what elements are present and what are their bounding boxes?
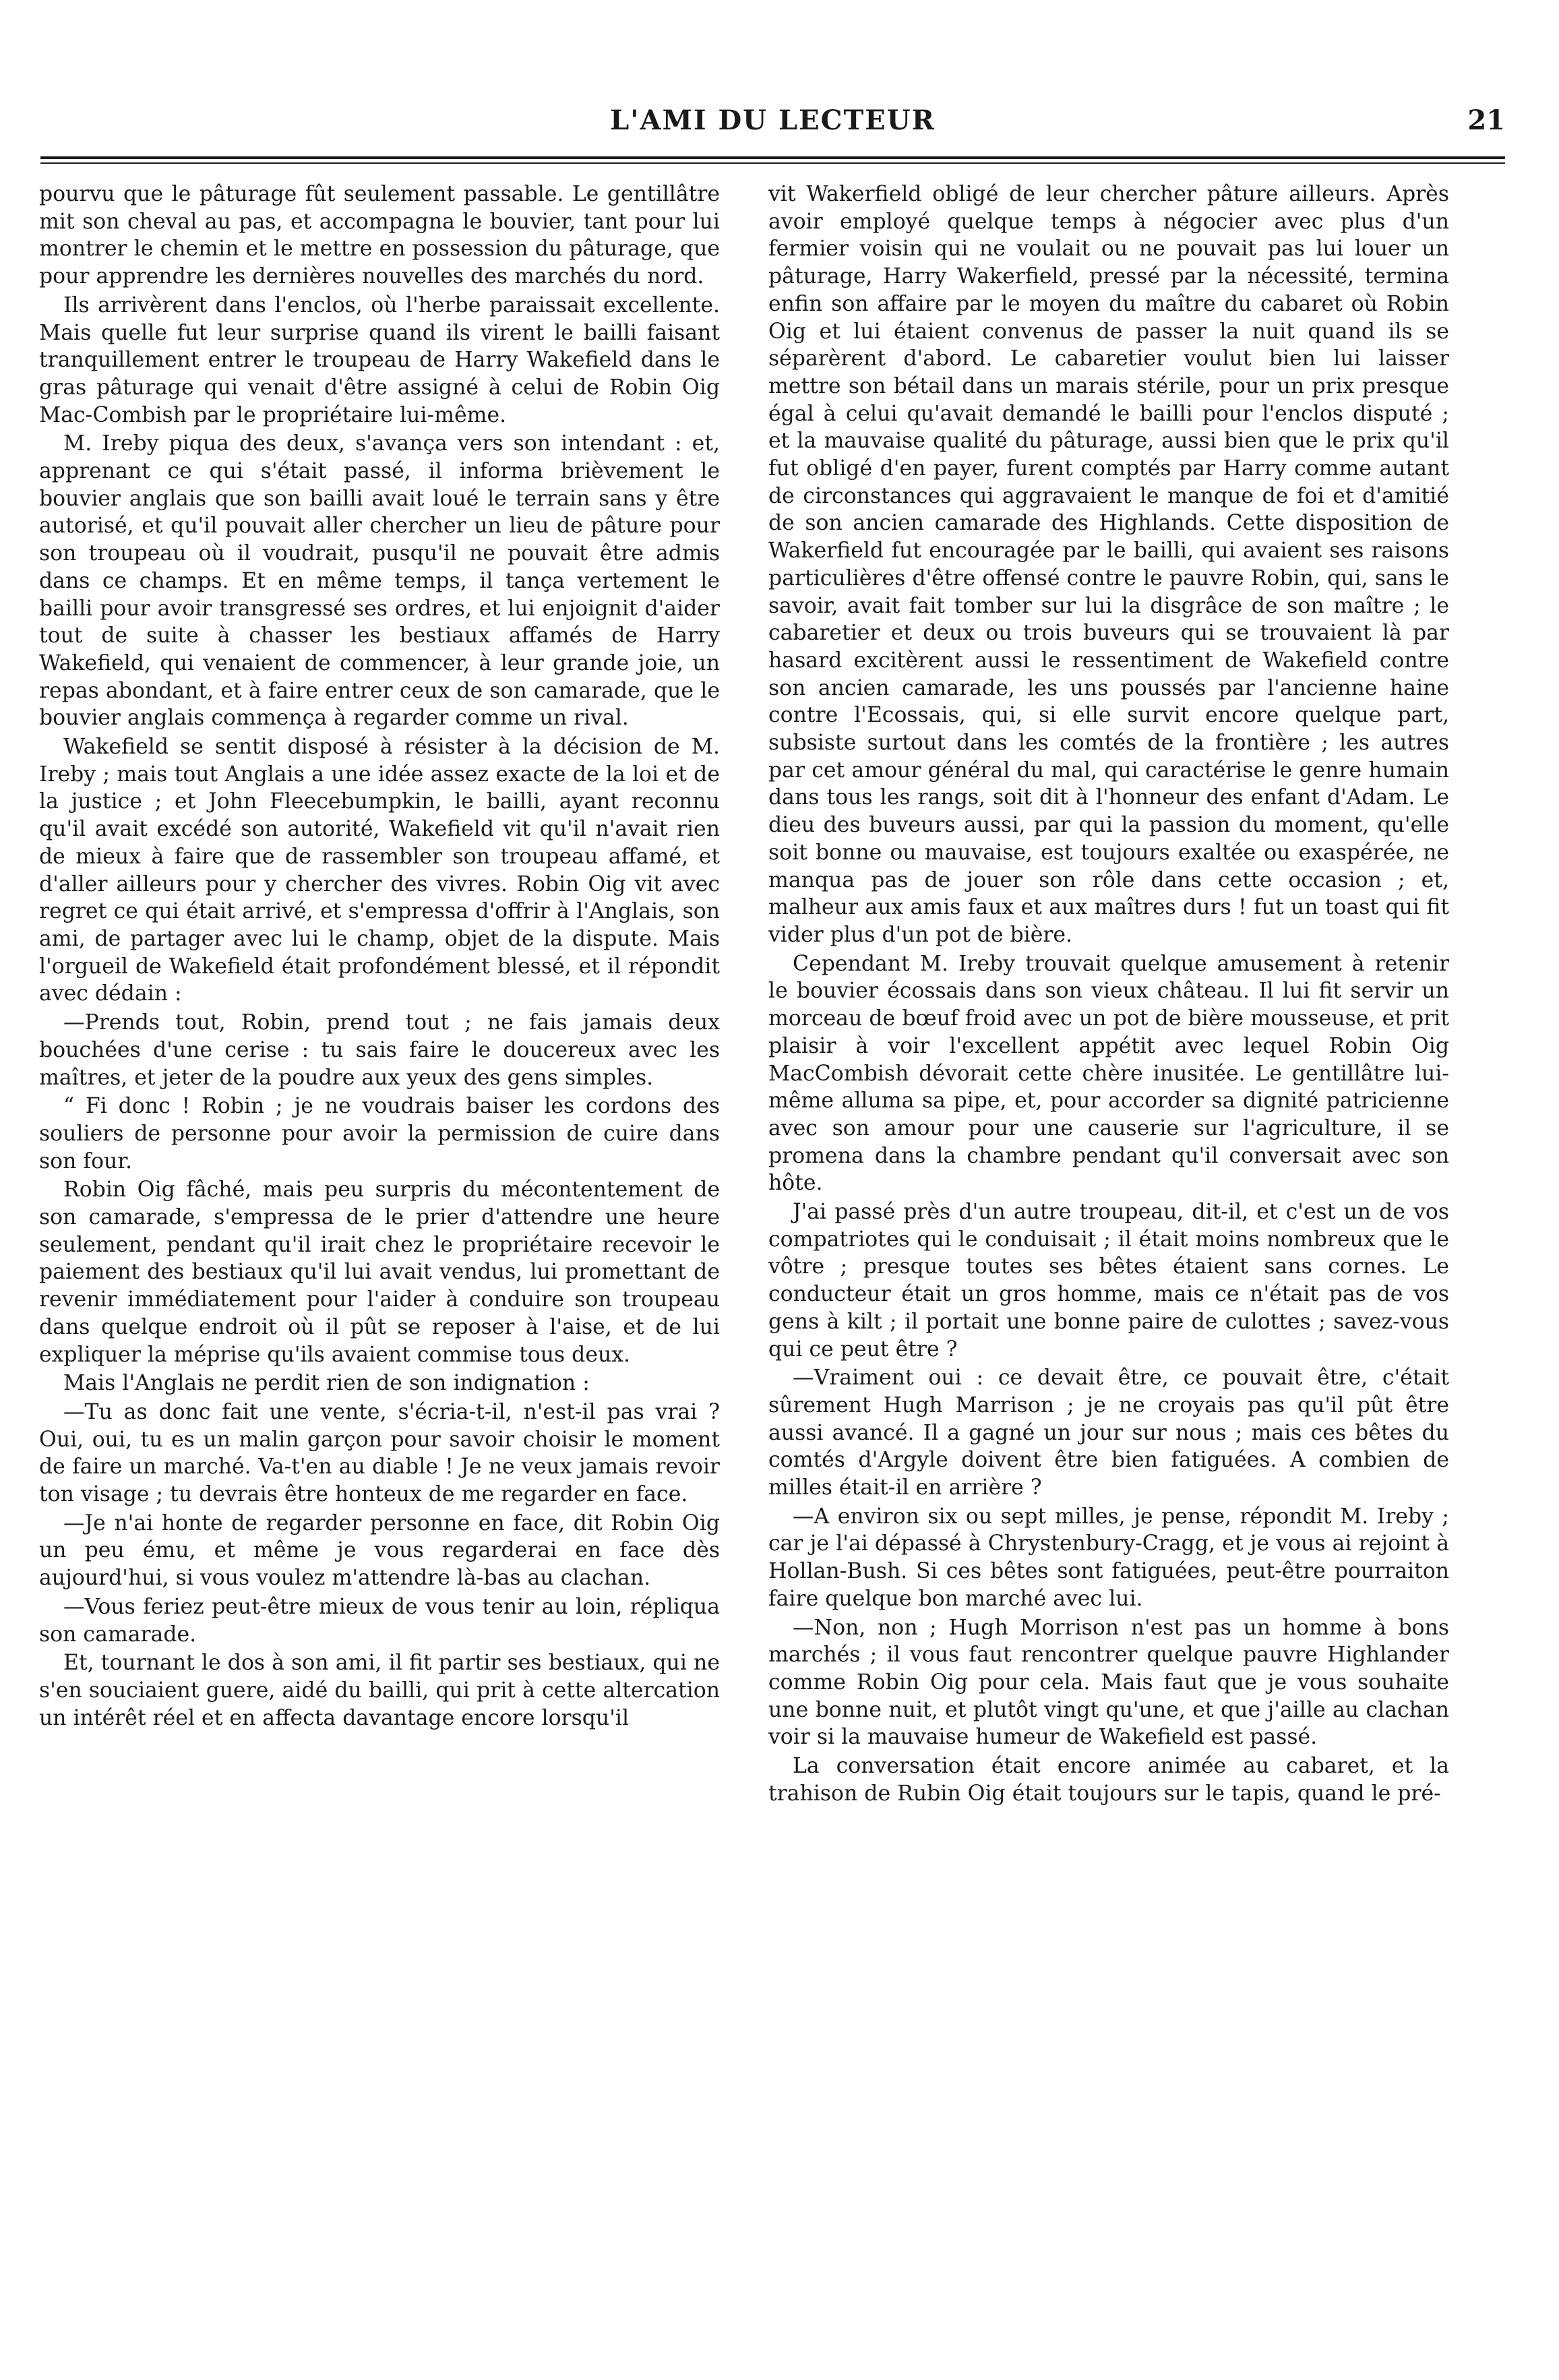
running-title: L'AMI DU LECTEUR xyxy=(610,104,936,136)
paragraph: “ Fi donc ! Robin ; je ne voudrais baiser les cordons des souliers de personne pour avoir la permission de cuire dans son four. xyxy=(39,1094,720,1173)
paragraph: pourvu que le pâturage fût seulement passable. Le gentillâtre mit son cheval au pas, et accompagna le bouvier, tant pour lui montrer le chemin et le mettre en possession du pâturage, que pour apprendre les dernières nouvelles des marchés du nord. xyxy=(39,182,720,289)
header-rule-thin xyxy=(40,162,1505,164)
paragraph: vit Wakerfield obligé de leur chercher pâture ailleurs. Après avoir employé quelque temps à négocier avec plus d'un fermier voisin qui ne voulait ou ne pouvait pas lui louer un pâturage, Harry Wakerfield, pressé par la nécessité, termina enfin son affaire par le moyen du maître du cabaret où Robin Oig et lui étaient convenus de passer la nuit quand ils se séparèrent d'abord. Le cabaretier voulut bien lui laisser mettre son bétail dans un marais stérile, pour un prix presque égal à celui qu'avait demandé le bailli pour l'enclos disputé ; et la mauvaise qualité du pâturage, aussi bien que le prix qu'il fut obligé d'en payer, furent comptés par Harry comme autant de circonstances qui aggravaient le manque de foi et d'amitié de son ancien camarade des Highlands. Cette disposition de Wakerfield fut encouragée par le bailli, qui avaient ses raisons particulières d'être offensé contre le pauvre Robin, qui, sans le savoir, avait fait tomber sur lui la disgrâce de son maître ; le cabaretier et deux ou trois buveurs qui se trouvaient là par hasard excitèrent aussi le ressentiment de Wakefield contre son ancien camarade, les uns poussés par l'ancienne haine contre l'Ecossais, qui, si elle survit encore quelque part, subsiste surtout dans les comtés de la frontière ; les autres par cet amour général du mal, qui caractérise le genre humain dans tous les rangs, soit dit à l'honneur des enfant d'Adam. Le dieu des buveurs aussi, par qui la passion du moment, qu'elle soit bonne ou mauvaise, est toujours exaltée ou exaspérée, ne manqua pas de jouer son rôle dans cette occasion ; et, malheur aux amis faux et aux maîtres durs ! fut un toast qui fit vider plus d'un pot de bière. xyxy=(768,182,1449,947)
page-header xyxy=(40,104,1505,152)
paragraph: —Vraiment oui : ce devait être, ce pouvait être, c'était sûrement Hugh Marrison ; je ne croyais pas qu'il pût être aussi avancé. Il a gagné un jour sur nous ; mais ces bêtes du comtés d'Argyle doivent être bien fatiguées. A combien de milles était-il en arrière ? xyxy=(768,1366,1449,1500)
paragraph: —Vous feriez peut-être mieux de vous tenir au loin, répliqua son camarade. xyxy=(39,1594,720,1647)
paragraph: Mais l'Anglais ne perdit rien de son indignation : xyxy=(63,1371,590,1396)
paragraph: Robin Oig fâché, mais peu surpris du mécontentement de son camarade, s'empressa de le prier d'attendre une heure seulement, pendant qu'il irait chez le propriétaire recevoir le paiement des bestiaux qu'il lui avait vendus, lui promettant de revenir immédiatement pour l'aider à conduire son troupeau dans quelque endroit où il pût se reposer à l'aise, et de lui expliquer la méprise qu'ils avaient commise tous deux. xyxy=(39,1178,720,1367)
right-column xyxy=(768,181,1449,1807)
paragraph: —Non, non ; Hugh Morrison n'est pas un homme à bons marchés ; il vous faut rencontrer quelque pauvre Highlander comme Robin Oig pour cela. Mais faut que je vous souhaite une bonne nuit, et plutôt vingt qu'une, et que j'aille au clachan voir si la mauvaise humeur de Wakefield est passé. xyxy=(768,1615,1449,1750)
paragraph: Ils arrivèrent dans l'enclos, où l'herbe paraissait excellente. Mais quelle fut leur surprise quand ils virent le bailli faisant tranquillement entrer le troupeau de Harry Wakefield dans le gras pâturage qui venait d'être assigné à celui de Robin Oig Mac-Combish par le propriétaire lui-même. xyxy=(39,293,720,427)
paragraph: La conversation était encore animée au cabaret, et la trahison de Rubin Oig était toujours sur le tapis, quand le pré- xyxy=(768,1754,1449,1806)
paragraph: M. Ireby piqua des deux, s'avança vers son intendant : et, apprenant ce qui s'était passé, il informa brièvement le bouvier anglais que son bailli avait loué le terrain sans y être autorisé, et qu'il pouvait aller chercher un lieu de pâture pour son troupeau où il voudrait, pusqu'il ne pouvait être admis dans ce champs. Et en même temps, il tança vertement le bailli pour avoir transgressé ses ordres, et lui enjoignit d'aider tout de suite à chasser les bestiaux affamés de Harry Wakefield, qui venaient de commencer, à leur grande joie, un repas abondant, et à faire entrer ceux de son camarade, que le bouvier anglais commença à regarder comme un rival. xyxy=(39,431,720,731)
header-rule-thick xyxy=(40,156,1505,159)
paragraph: —Je n'ai honte de regarder personne en face, dit Robin Oig un peu ému, et même je vous regarderai en face dès aujourd'hui, si vous voulez m'attendre là-bas au clachan. xyxy=(39,1511,720,1591)
page-number: 21 xyxy=(1467,104,1505,136)
paragraph: —Tu as donc fait une vente, s'écria-t-il, n'est-il pas vrai ? Oui, oui, tu es un malin garçon pour savoir choisir le moment de faire un marché. Va-t'en au diable ! Je ne veux jamais revoir ton visage ; tu devrais être honteux de me regarder en face. xyxy=(39,1399,720,1507)
paragraph: —Prends tout, Robin, prend tout ; ne fais jamais deux bouchées d'une cerise : tu sais faire le doucereux avec les maîtres, et jeter de la poudre aux yeux des gens simples. xyxy=(39,1010,720,1090)
left-column xyxy=(39,181,720,1732)
paragraph: J'ai passé près d'un autre troupeau, dit-il, et c'est un de vos compatriotes qui le conduisait ; il était moins nombreux que le vôtre ; presque toutes ses bêtes étaient sans cornes. Le conducteur était un gros homme, mais ce n'était pas de vos gens à kilt ; il portait une bonne paire de culottes ; savez-vous qui ce peut être ? xyxy=(768,1200,1449,1362)
paragraph: Et, tournant le dos à son ami, il fit partir ses bestiaux, qui ne s'en souciaient guere, aidé du bailli, qui prit à cette altercation un intérêt réel et en affecta davantage encore lorsqu'il xyxy=(39,1651,720,1730)
paragraph: —A environ six ou sept milles, je pense, répondit M. Ireby ; car je l'ai dépassé à Chrystenbury-Cragg, et je vous ai rejoint à Hollan-Bush. Si ces bêtes sont fatiguées, peut-être pourraiton faire quelque bon marché avec lui. xyxy=(768,1504,1449,1611)
paragraph: Cependant M. Ireby trouvait quelque amusement à retenir le bouvier écossais dans son vieux château. Il lui fit servir un morceau de bœuf froid avec un pot de bière mousseuse, et prit plaisir à voir l'excellent appétit avec lequel Robin Oig MacCombish dévorait cette chère inusitée. Le gentillâtre lui-même alluma sa pipe, et, pour accorder sa dignité patricienne avec son amour pour une causerie sur l'agriculture, il se promena dans la chambre pendant qu'il conversait avec son hôte. xyxy=(768,951,1449,1196)
paragraph: Wakefield se sentit disposé à résister à la décision de M. Ireby ; mais tout Anglais a une idée assez exacte de la loi et de la justice ; et John Fleecebumpkin, le bailli, ayant reconnu qu'il avait excédé son autorité, Wakefield vit qu'il n'avait rien de mieux à faire que de rassembler son troupeau affamé, et d'aller ailleurs pour y chercher des vivres. Robin Oig vit avec regret ce qui était arrivé, et s'empressa d'offrir à l'Anglais, son ami, de partager avec lui le champ, objet de la dispute. Mais l'orgueil de Wakefield était profondément blessé, et il répondit avec dédain : xyxy=(39,735,720,1006)
